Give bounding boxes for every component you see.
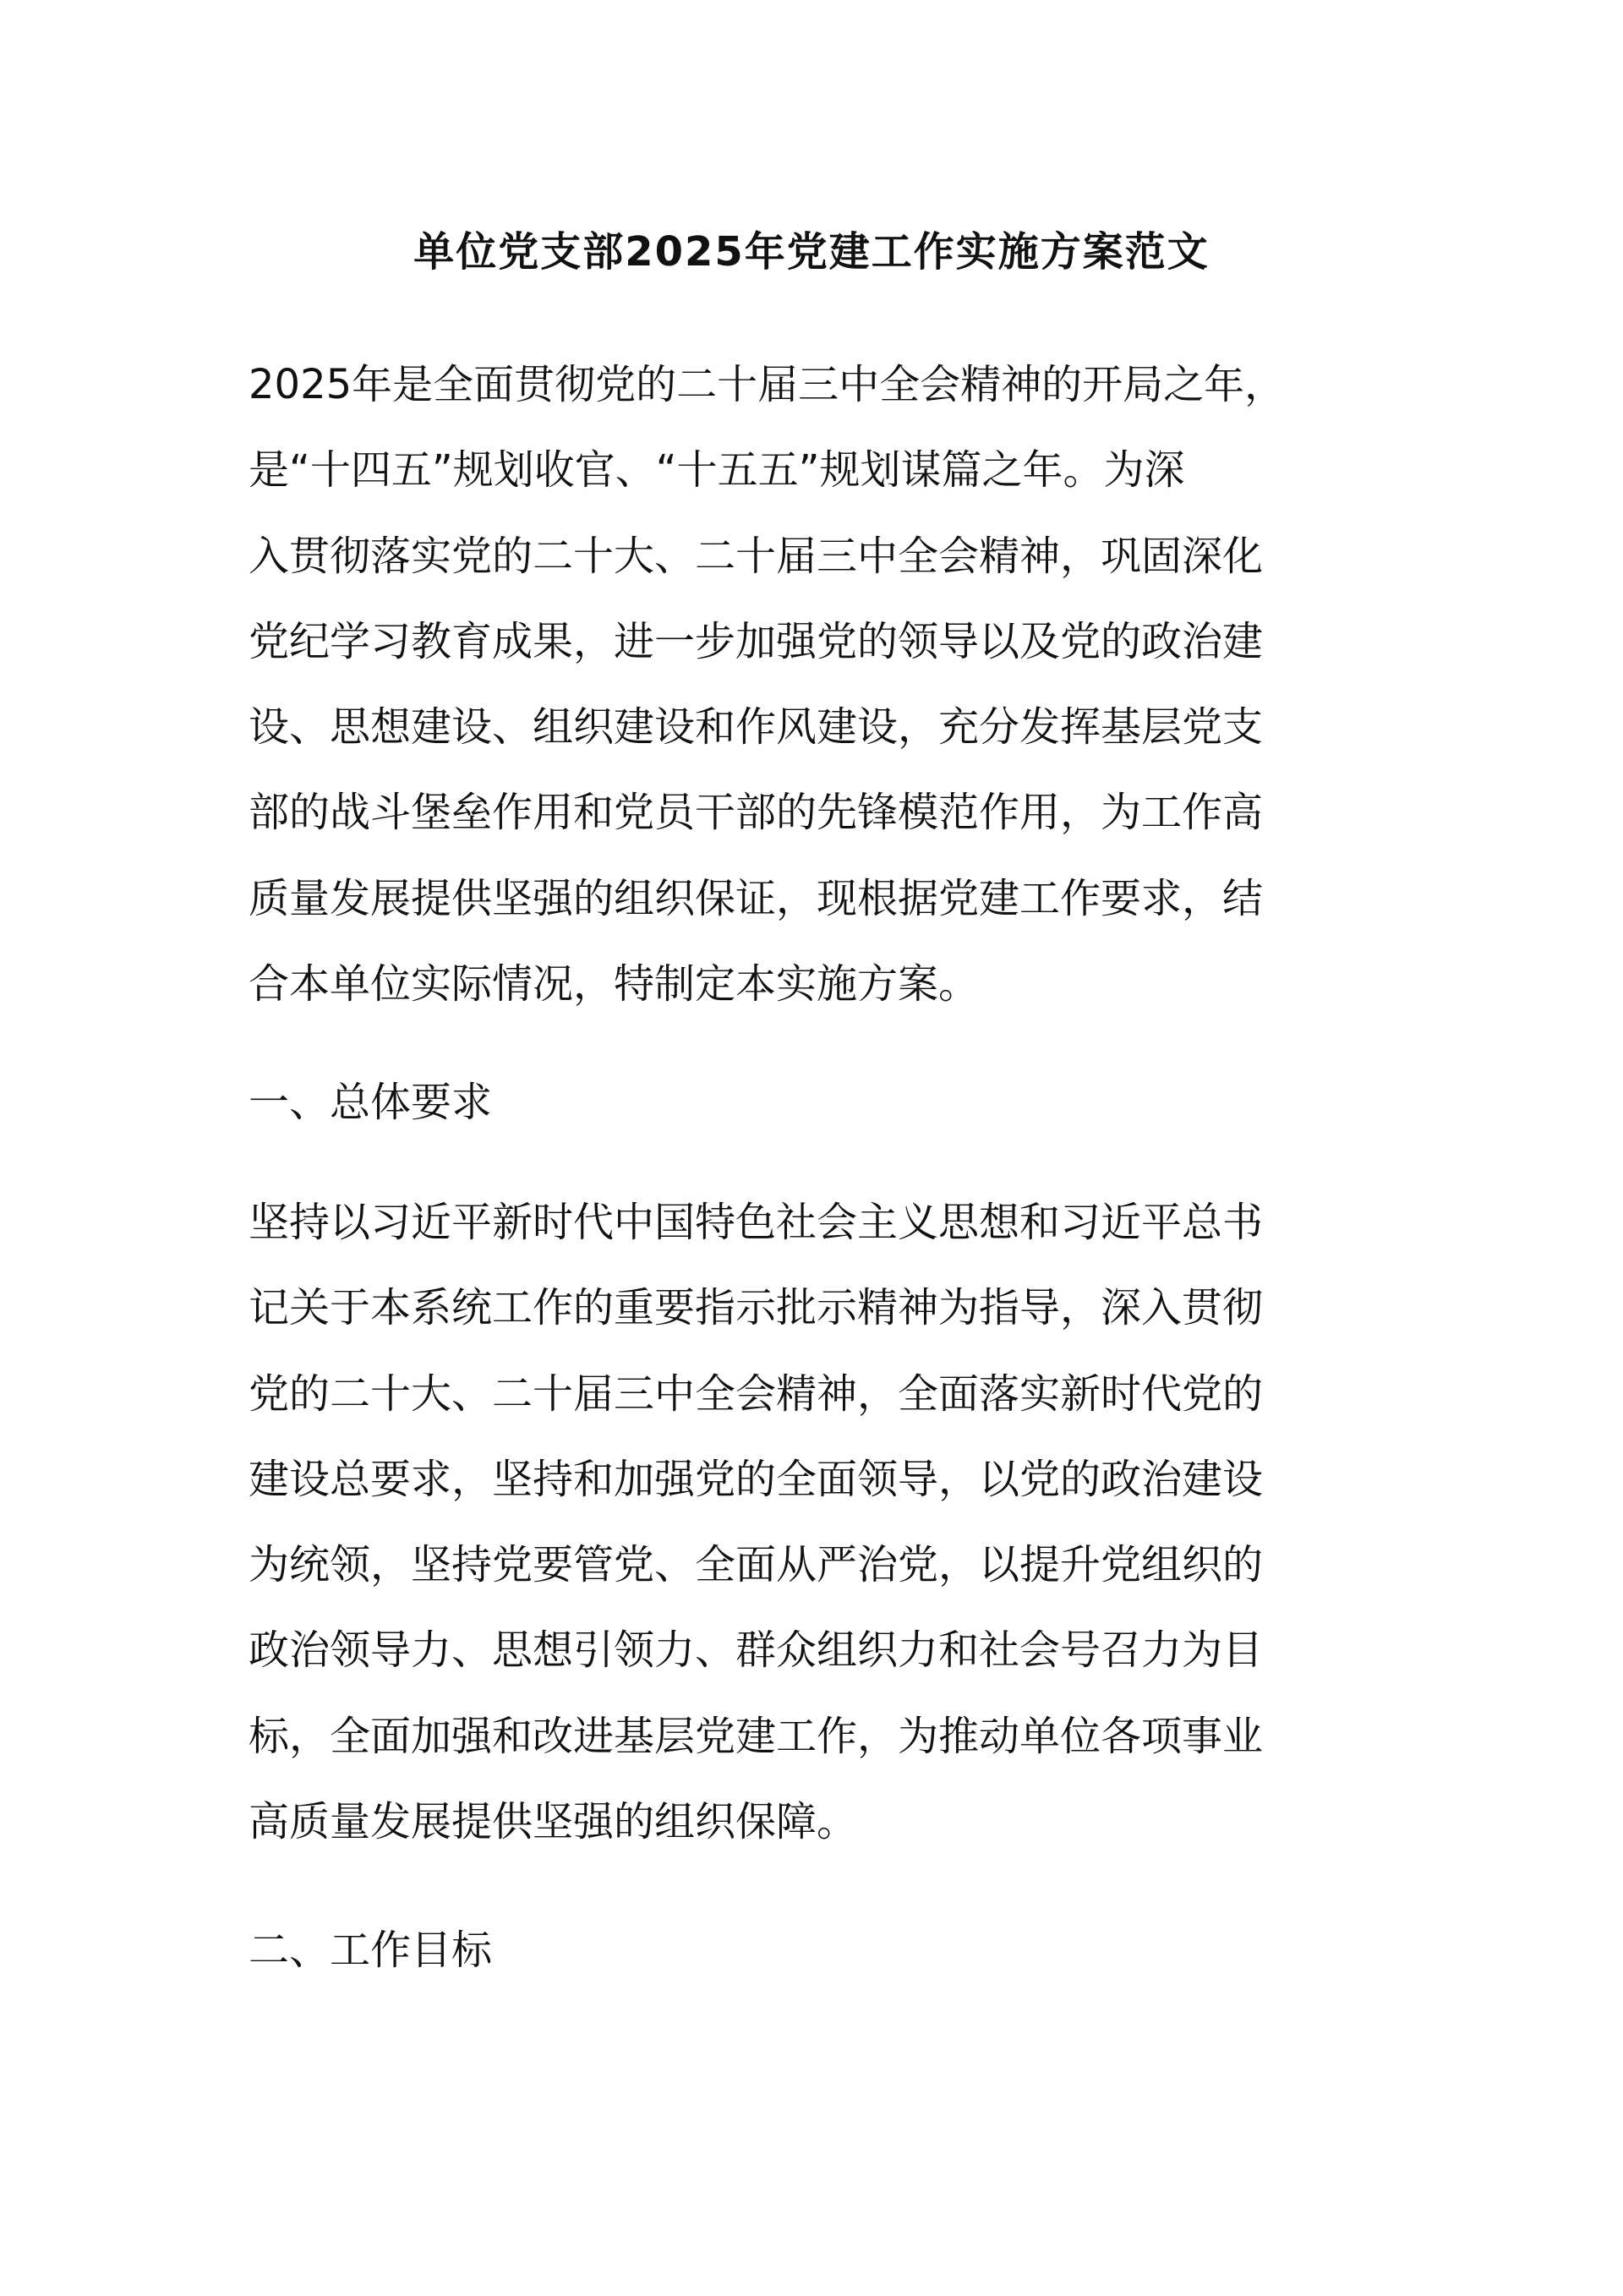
paragraph-line: 质量发展提供坚强的组织保证，现根据党建工作要求，结 — [249, 874, 1264, 922]
paragraph-line: 为统领，坚持党要管党、全面从严治党，以提升党组织的 — [249, 1541, 1264, 1589]
paragraph-line: 入贯彻落实党的二十大、二十届三中全会精神，巩固深化 — [249, 532, 1264, 580]
section-heading-overall-requirements: 一、总体要求 — [249, 1079, 493, 1126]
paragraph-line: 设、思想建设、组织建设和作风建设，充分发挥基层党支 — [249, 703, 1264, 752]
paragraph-line: 党的二十大、二十届三中全会精神，全面落实新时代党的 — [249, 1369, 1264, 1418]
paragraph-line: 坚持以习近平新时代中国特色社会主义思想和习近平总书 — [249, 1199, 1264, 1246]
paragraph-line: 合本单位实际情况，特制定本实施方案。 — [249, 960, 980, 1009]
paragraph-line: 高质量发展提供坚强的组织保障。 — [249, 1798, 858, 1846]
paragraph-line: 政治领导力、思想引领力、群众组织力和社会号召力为目 — [249, 1626, 1264, 1675]
document-title: 单位党支部2025年党建工作实施方案范文 — [413, 228, 1210, 276]
paragraph-line: 党纪学习教育成果，进一步加强党的领导以及党的政治建 — [249, 617, 1264, 665]
paragraph-line: 是“十四五”规划收官、“十五五”规划谋篇之年。为深 — [249, 446, 1185, 495]
paragraph-line: 记关于本系统工作的重要指示批示精神为指导，深入贯彻 — [249, 1284, 1264, 1332]
intro-paragraph — [249, 342, 1373, 1027]
section-heading-work-goals: 二、工作目标 — [249, 1927, 493, 1974]
overall-requirements-paragraph — [249, 1180, 1373, 1865]
paragraph-line: 2025年是全面贯彻党的二十届三中全会精神的开局之年， — [249, 361, 1286, 408]
paragraph-line: 建设总要求，坚持和加强党的全面领导，以党的政治建设 — [249, 1455, 1264, 1503]
paragraph-line: 标，全面加强和改进基层党建工作，为推动单位各项事业 — [249, 1712, 1264, 1760]
paragraph-line: 部的战斗堡垒作用和党员干部的先锋模范作用，为工作高 — [249, 789, 1264, 837]
